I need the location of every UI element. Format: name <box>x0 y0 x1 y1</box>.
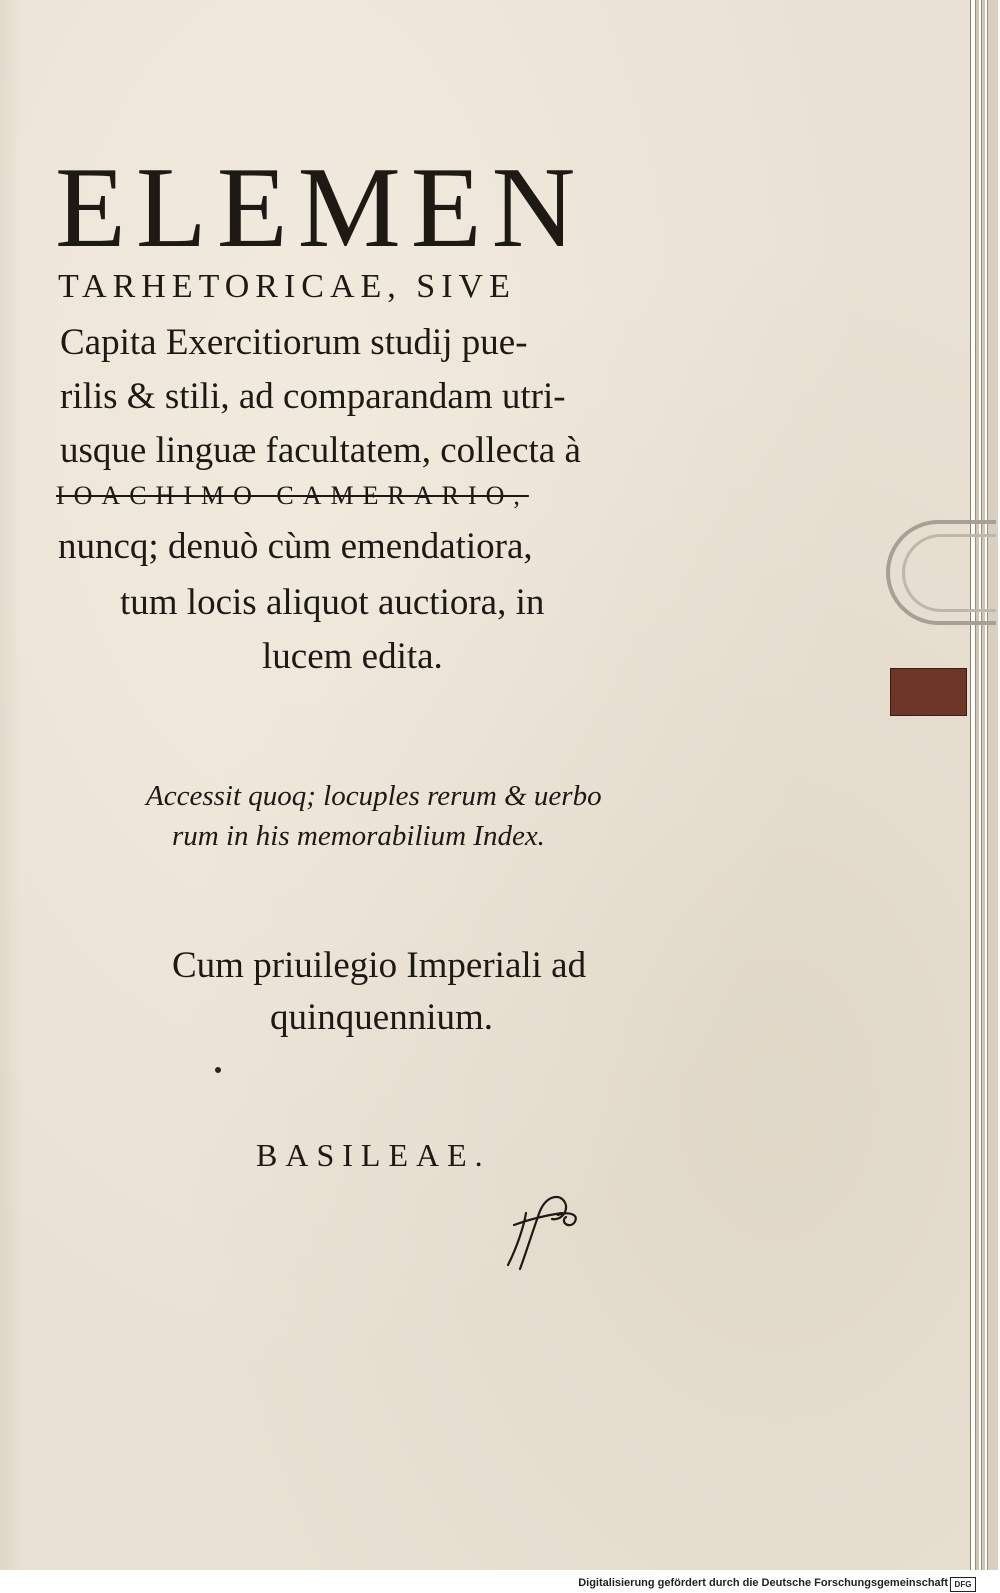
ink-dot <box>215 1067 221 1073</box>
body-line-6: lucem edita. <box>262 636 443 677</box>
page-edge <box>975 0 979 1570</box>
body-line-5: tum locis aliquot auctiora, in <box>120 582 545 623</box>
footer-credit: Digitalisierung gefördert durch die Deutsche Forschungsgemeinschaft <box>578 1577 948 1589</box>
body-line-4: nuncq; denuò cùm emendatiora, <box>58 526 533 567</box>
title-line-1: ELEMEN <box>55 144 586 272</box>
page-edge <box>981 0 985 1570</box>
footer-bar <box>0 1575 1000 1593</box>
index-note-line-1: Accessit quoq; locuples rerum & uerbo <box>146 780 602 812</box>
index-note-line-2: rum in his memorabilium Index. <box>172 820 545 852</box>
page-edge <box>987 0 998 1570</box>
handwritten-mark-icon <box>500 1185 590 1275</box>
author-name: IOACHIMO CAMERARIO, <box>56 481 529 510</box>
body-line-3: usque linguæ facultatem, collecta à <box>60 430 581 471</box>
privilege-line-2: quinquennium. <box>270 997 494 1038</box>
body-line-1: Capita Exercitiorum studij pue- <box>60 322 528 363</box>
bookmark-tab <box>890 668 967 716</box>
paper-clip-inner <box>902 534 996 612</box>
privilege-line-1: Cum priuilegio Imperiali ad <box>172 945 587 986</box>
dfg-logo-icon: DFG <box>950 1577 976 1592</box>
title-line-2: TARHETORICAE, SIVE <box>58 268 516 305</box>
body-line-2: rilis & stili, ad comparandam utri- <box>60 376 566 417</box>
imprint-city: BASILEAE. <box>256 1137 491 1173</box>
